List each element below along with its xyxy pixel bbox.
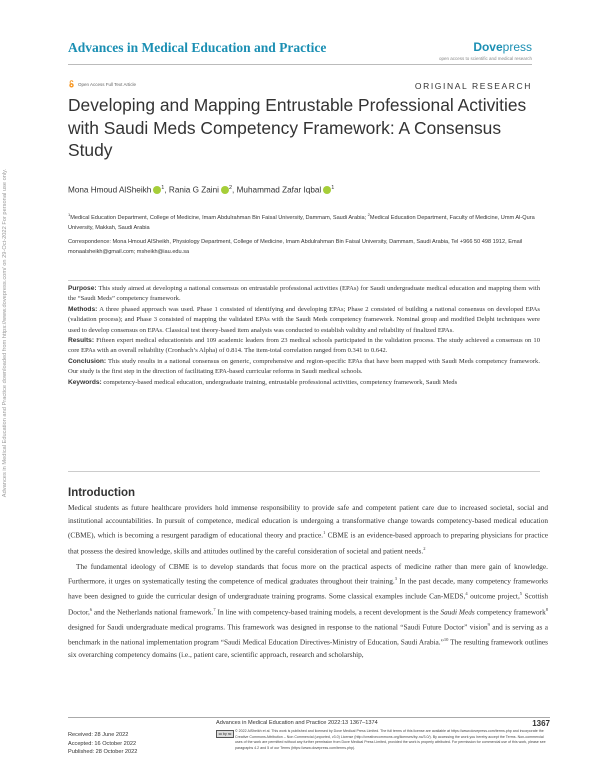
abstract-methods <box>68 305 540 336</box>
citation-link[interactable]: 10 <box>443 636 449 642</box>
text: outcome project, <box>467 591 520 601</box>
abstract-keywords <box>68 378 540 388</box>
introduction-body <box>68 502 548 662</box>
affil-sup: 1 <box>68 212 71 217</box>
affiliation-text: Medical Education Department, Faculty of Medicine, Umm Al-Qura University, Makkah, Saudi Arabia <box>68 214 535 231</box>
abstract-label: Purpose: <box>68 285 97 292</box>
publisher-name-rest: press <box>502 40 532 54</box>
author-name: Rania G Zaini <box>168 185 219 195</box>
accepted-date: Accepted: 16 October 2022 <box>68 740 137 747</box>
affil-sup: 2 <box>367 212 370 217</box>
header-divider <box>68 64 532 65</box>
open-access-label: Open Access Full Text Article <box>78 81 136 87</box>
author-name: Muhammad Zafar Iqbal <box>236 185 322 195</box>
paragraph <box>68 561 548 662</box>
citation-link[interactable]: 3 <box>394 576 398 582</box>
footer-divider <box>68 717 550 718</box>
citation-link[interactable]: 4 <box>465 591 468 597</box>
open-access-badge <box>68 80 136 88</box>
journal-title: Advances in Medical Education and Practice <box>68 40 327 55</box>
abstract-label: Keywords: <box>68 378 102 386</box>
abstract-text: Fifteen expert medical educationists and 109 academic leaders from 23 medical schools participated in the validation process. The study achieved a consensus on 10 core EPAs with an overall reliability (Cronbach’s Alpha) of 0.814. The item-total correlation ranged from 0.341 to 0.642. <box>68 337 540 355</box>
abstract-label: Methods: <box>68 305 98 313</box>
text: In the past decade, many competency frameworks have been designed to guide the curricular design of undergraduate training programs. Some classical examples include Can-MEDS, <box>68 576 548 601</box>
license-text: © 2022 AlSheikh et al. This work is published and licensed by Dove Medical Press Limited. The full terms of this license are available at https://www.dovepress.com/terms.php and incorporate the Creative Commons Attribution – Non Commercial (unported, v3.0) License (http://creativecommons.org/licenses/by-nc/3.0/). By accessing the work you hereby accept the Terms. Non-commercial uses of the work are permitted without any further permission from Dove Medical Press Limited, provided the work is properly attributed. For permission for commercial use of this work, please see paragraphs 4.2 and 5 of our Terms (https://www.dovepress.com/terms.php). <box>235 729 546 750</box>
text: Medical students as future healthcare providers hold immense responsibility to provide safe and competent patient care due to increased societal, social and institutional accountabilities. In pursuit of competence, medical education is undergoing a transformative change towards competency-based medical education (CBME), which is becoming a resurgent paradigm of educational theory and practice. <box>68 503 548 540</box>
abstract-text: This study aimed at developing a national consensus on entrustable professional activities (EPAs) for Saudi undergraduate medical education and mapping them with the “Saudi Meds” competency framework. <box>68 285 540 303</box>
author-affil-sup: 1 <box>331 185 335 191</box>
author-affil-sup: 2 <box>228 185 233 191</box>
cc-license-badge[interactable]: cc by nc <box>216 730 234 738</box>
abstract-text: A three phased approach was used. Phase 1 consisted of identifying and developing EPAs; Phase 2 consisted of building a national consensus on developed EPAs (validation process); and Phase 3 consisted of mapping the validated EPAs with the Saudi Meds competency framework. Nominal group and modified Delphi techniques were used to develop consensus on EPAs. Classical test theory-based item analysis was conducted to establish validity and reliability of finalized EPAs. <box>68 305 540 334</box>
abstract-label: Conclusion: <box>68 357 107 365</box>
citation-link[interactable]: 5 <box>519 591 523 597</box>
citation-link[interactable]: 7 <box>213 606 216 612</box>
journal-citation: Advances in Medical Education and Practice 2022:13 1367–1374 <box>216 720 378 726</box>
published-date: Published: 28 October 2022 <box>68 749 138 755</box>
abstract-results <box>68 336 540 357</box>
abstract-conclusion <box>68 357 540 378</box>
citation-link[interactable]: 6 <box>89 606 93 612</box>
text: and the Netherlands national framework. <box>92 607 214 617</box>
download-sidebar <box>1 118 29 548</box>
abstract-label: Results: <box>68 337 95 345</box>
text: designed for Saudi undergraduate medical programs. This framework was designed in response to the national “Saudi Future Doctor” vision <box>68 622 488 632</box>
article-type: ORIGINAL RESEARCH <box>414 81 532 91</box>
correspondence: Correspondence: Mona Hmoud AlSheikh, Physiology Department, College of Medicine, Imam Abdulrahman Bin Faisal University, Dammam, Saudi Arabia, Tel +966 50 498 1912, Email monaalsheikh@gmail.com; msheikh@iau.edu.sa <box>68 239 523 255</box>
citation-link[interactable]: 9 <box>487 621 490 627</box>
text: and is serving as a benchmark in the national implementation program “Saudi Medical Education Directives-Ministry of Education, Saudi Arabia.” <box>68 622 548 647</box>
page-number: 1367 <box>532 719 550 728</box>
text: Scottish Doctor, <box>68 591 549 617</box>
abstract-box <box>68 280 540 472</box>
received-date: Received: 28 June 2022 <box>68 732 129 738</box>
abstract-text: This study results in a national consensus on generic, comprehensive and region-specific EPAs that have been mapped with Saudi Meds competency framework. Our study is the first step in the direction of facilitating EPA-based curricular reforms in Saudi medical schools. <box>68 357 540 376</box>
italic-text: Saudi Meds <box>440 607 475 617</box>
publisher-logo <box>473 40 532 54</box>
text: competency framework <box>474 607 546 617</box>
text: In line with competency-based training models, a recent development is the <box>215 607 441 617</box>
publisher-tagline: open access to scientific and medical research <box>438 56 532 61</box>
download-note: Advances in Medical Education and Practice downloaded from https://www.dovepress.com/ on 29-Oct-2022 For personal use only. <box>2 168 8 498</box>
text: The fundamental ideology of CBME is to develop standards that focus more on the practical aspects of medicine rather than mere gain of knowledge. Furthermore, it urges on systematically testing the competence of medical graduates throughout their training. <box>68 561 548 586</box>
article-dates <box>68 731 137 757</box>
citation-link[interactable]: 2 <box>423 545 426 551</box>
text: CBME is an evidence-based approach to preparing physicians for practice that possess the desired knowledge, skills and attitudes outlined by the careful consideration of societal and patient needs. <box>68 530 548 555</box>
author-list: Mona Hmoud AlSheikh $^1$, Rania G Zaini $^2$, Muhammad Zafar Iqbal $^1$ <box>68 185 335 195</box>
publisher-name-bold: Dove <box>473 40 503 54</box>
article-title: Developing and Mapping Entrustable Professional Activities with Saudi Meds Competency Framework: A Consensus Study <box>68 95 527 160</box>
affiliations <box>68 210 538 233</box>
orcid-icon[interactable] <box>221 186 229 194</box>
author-name: Mona Hmoud AlSheikh <box>68 185 152 195</box>
abstract-text: competency-based medical education, undergraduate training, entrustable professional activities, competency framework, Saudi Meds <box>101 378 458 386</box>
citation-link[interactable]: 8 <box>545 606 548 612</box>
text: The resulting framework outlines six overarching competency domains (i.e., patient care, scientific approach, research and scholarship, <box>68 637 548 659</box>
citation-link[interactable]: 1 <box>323 530 326 536</box>
paragraph <box>68 502 548 558</box>
section-heading-introduction: Introduction <box>68 487 136 499</box>
abstract-purpose <box>68 284 540 305</box>
affiliation-text: Medical Education Department, College of Medicine, Imam Abdulrahman Bin Faisal University, Dammam, Saudi Arabia; <box>70 214 368 221</box>
open-access-icon <box>68 80 75 88</box>
author-affil-sup: 1 <box>161 185 165 191</box>
